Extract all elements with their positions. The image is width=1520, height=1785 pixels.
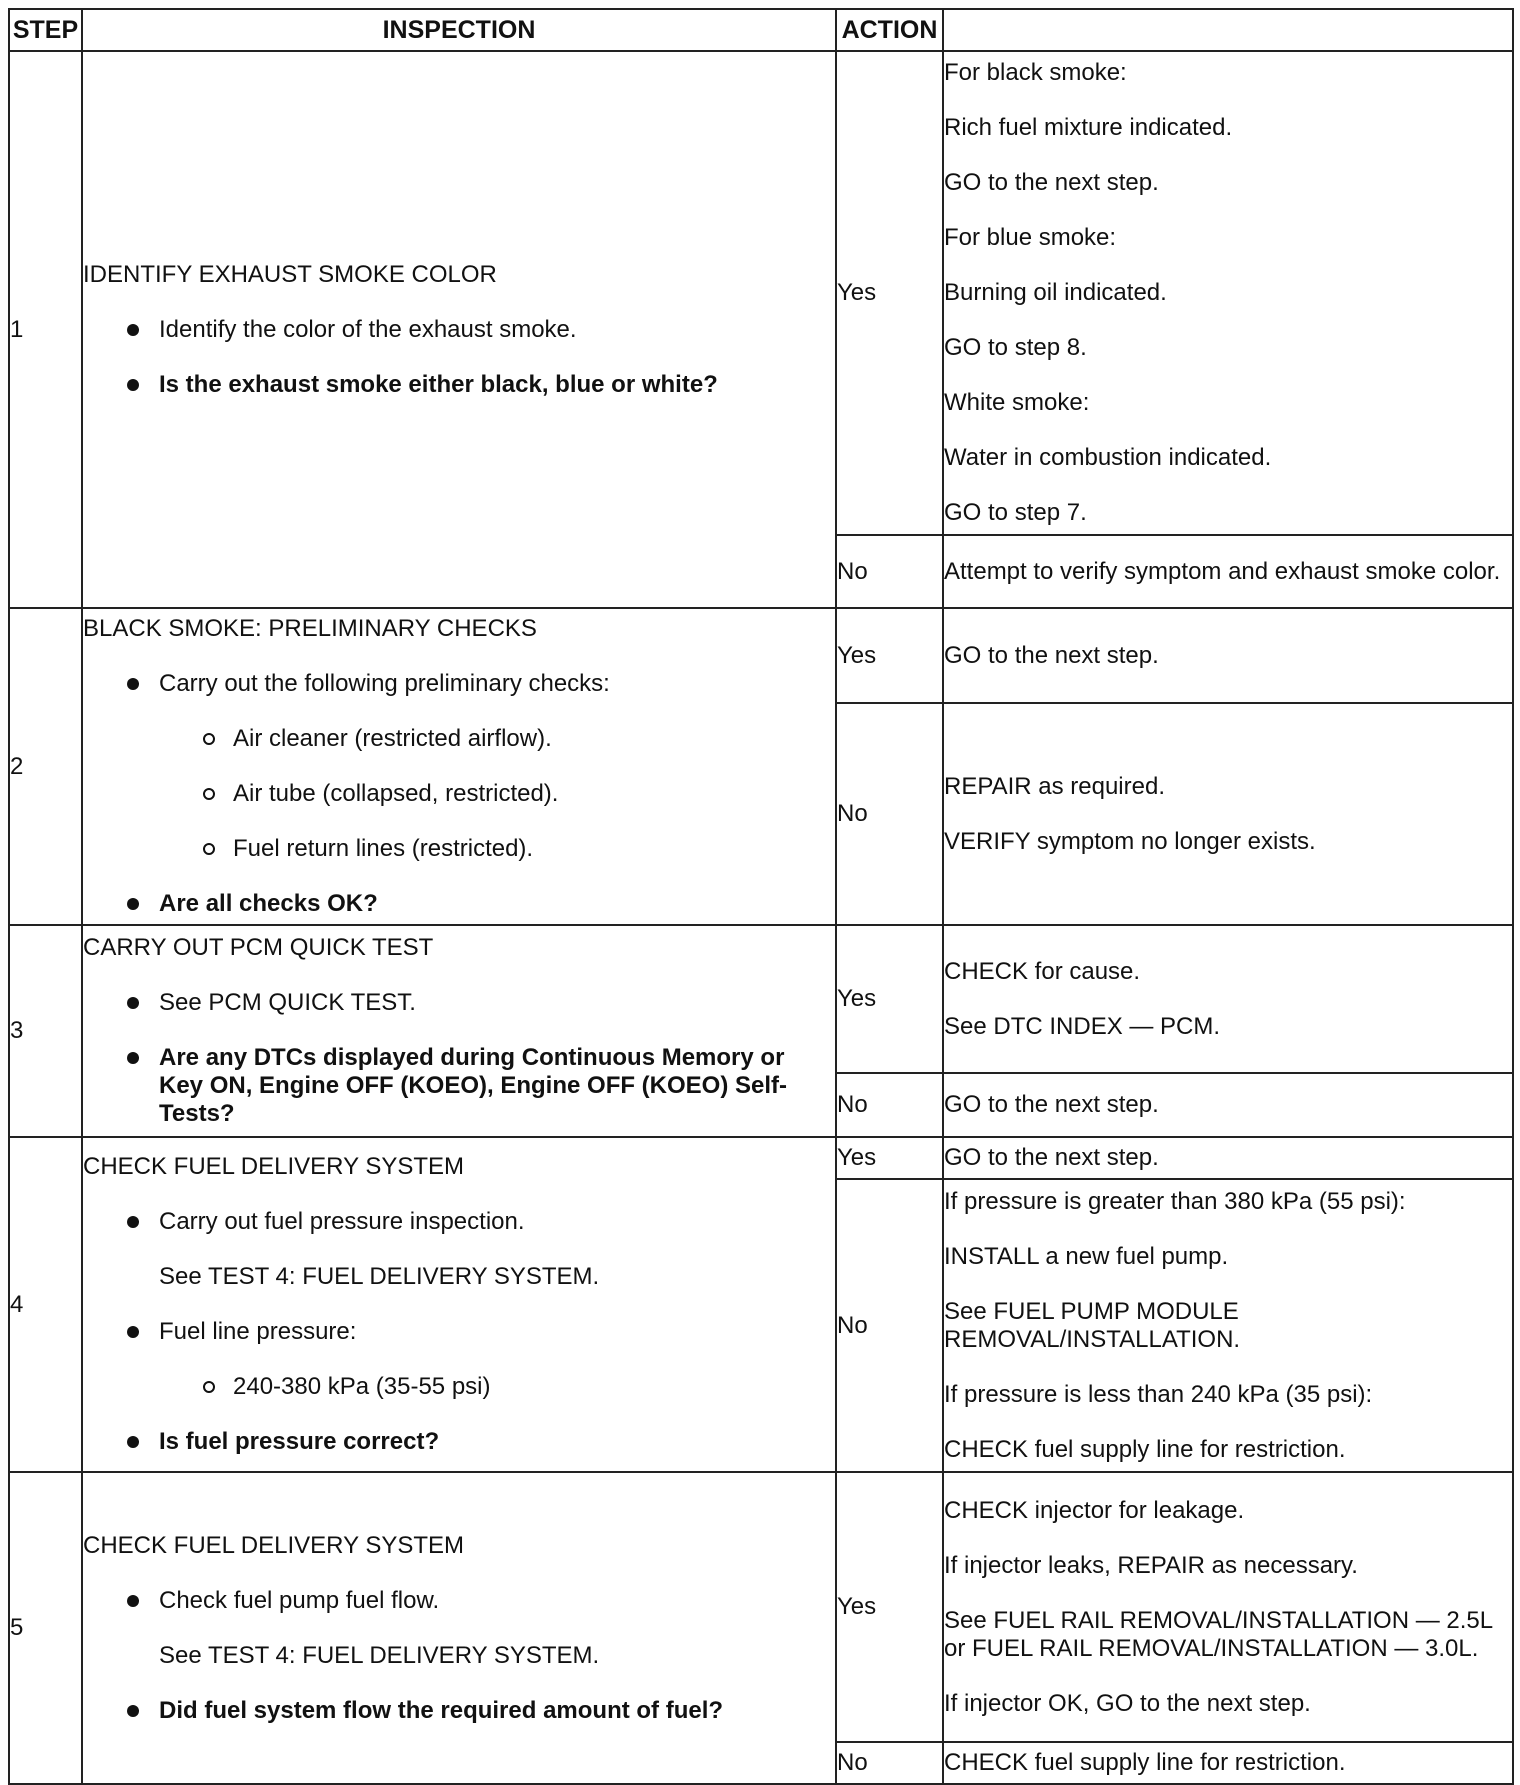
action-line: VERIFY symptom no longer exists. bbox=[944, 827, 1316, 855]
sub-bullet: 240-380 kPa (35-55 psi) bbox=[233, 1373, 835, 1401]
no-label: No bbox=[836, 535, 943, 608]
header-step: STEP bbox=[9, 9, 82, 51]
no-label: No bbox=[836, 1742, 943, 1784]
step-3-yes-row bbox=[9, 925, 1513, 1073]
header-result bbox=[943, 9, 1513, 51]
inspection-title: CHECK FUEL DELIVERY SYSTEM bbox=[83, 1153, 464, 1180]
yes-label: Yes bbox=[836, 925, 943, 1073]
inspection-list bbox=[83, 989, 835, 1128]
inspection-cell bbox=[82, 1472, 836, 1784]
action-line: GO to step 7. bbox=[944, 499, 1087, 526]
step-4-yes-row bbox=[9, 1137, 1513, 1179]
diagnostic-table bbox=[8, 8, 1514, 1785]
yes-label: Yes bbox=[836, 608, 943, 703]
sub-bullet: Fuel return lines (restricted). bbox=[233, 835, 835, 863]
inspection-title: BLACK SMOKE: PRELIMINARY CHECKS bbox=[83, 615, 537, 642]
header-row bbox=[9, 9, 1513, 51]
no-action bbox=[943, 535, 1513, 608]
action-line: If pressure is greater than 380 kPa (55 psi): bbox=[944, 1187, 1406, 1215]
inspection-bullet bbox=[159, 1318, 835, 1401]
inspection-note: See TEST 4: FUEL DELIVERY SYSTEM. bbox=[159, 1641, 600, 1669]
action-line: Burning oil indicated. bbox=[944, 279, 1167, 306]
no-label: No bbox=[836, 1179, 943, 1472]
inspection-bullet: Carry out fuel pressure inspection. bbox=[159, 1208, 835, 1236]
yes-action bbox=[943, 925, 1513, 1073]
inspection-list bbox=[83, 1208, 835, 1456]
inspection-note: See TEST 4: FUEL DELIVERY SYSTEM. bbox=[159, 1263, 600, 1290]
inspection-bullet: Check fuel pump fuel flow. bbox=[159, 1587, 835, 1615]
inspection-cell bbox=[82, 1137, 836, 1472]
action-line: GO to the next step. bbox=[944, 1091, 1159, 1118]
inspection-list bbox=[83, 1587, 835, 1725]
yes-label: Yes bbox=[836, 51, 943, 535]
action-line: CHECK injector for leakage. bbox=[944, 1496, 1245, 1524]
sub-list bbox=[159, 725, 835, 863]
action-line: White smoke: bbox=[944, 389, 1090, 416]
action-line: Water in combustion indicated. bbox=[944, 444, 1272, 471]
action-line: GO to the next step. bbox=[944, 169, 1159, 196]
yes-label: Yes bbox=[836, 1472, 943, 1742]
action-line: For black smoke: bbox=[944, 59, 1127, 86]
inspection-bullet: See PCM QUICK TEST. bbox=[159, 989, 835, 1017]
yes-action bbox=[943, 1137, 1513, 1179]
inspection-question: Are all checks OK? bbox=[159, 890, 835, 918]
inspection-bullet-text: Fuel line pressure: bbox=[159, 1318, 357, 1345]
no-action bbox=[943, 1742, 1513, 1784]
action-line: See FUEL RAIL REMOVAL/INSTALLATION — 2.5L or FUEL RAIL REMOVAL/INSTALLATION — 3.0L. bbox=[944, 1606, 1493, 1662]
action-line: REPAIR as required. bbox=[944, 772, 1165, 800]
action-line: INSTALL a new fuel pump. bbox=[944, 1242, 1229, 1270]
no-action bbox=[943, 1073, 1513, 1137]
inspection-list bbox=[83, 316, 835, 399]
inspection-cell bbox=[82, 925, 836, 1137]
action-line: For blue smoke: bbox=[944, 224, 1117, 251]
inspection-question: Are any DTCs displayed during Continuous Memory or Key ON, Engine OFF (KOEO), Engine OFF (KOEO) Self-Tests? bbox=[159, 1044, 835, 1128]
step-number: 2 bbox=[9, 608, 82, 925]
inspection-title: CHECK FUEL DELIVERY SYSTEM bbox=[83, 1531, 464, 1559]
inspection-bullet-text: Carry out the following preliminary checks: bbox=[159, 670, 610, 697]
action-line: GO to step 8. bbox=[944, 334, 1087, 361]
action-line: Attempt to verify symptom and exhaust smoke color. bbox=[944, 557, 1501, 585]
inspection-title: IDENTIFY EXHAUST SMOKE COLOR bbox=[83, 260, 497, 288]
action-line: If pressure is less than 240 kPa (35 psi): bbox=[944, 1380, 1373, 1408]
inspection-question: Is fuel pressure correct? bbox=[159, 1428, 835, 1456]
yes-action bbox=[943, 608, 1513, 703]
no-label: No bbox=[836, 703, 943, 925]
inspection-bullet: Identify the color of the exhaust smoke. bbox=[159, 316, 835, 344]
sub-bullet: Air cleaner (restricted airflow). bbox=[233, 725, 835, 753]
inspection-cell bbox=[82, 608, 836, 925]
action-line: If injector leaks, REPAIR as necessary. bbox=[944, 1551, 1358, 1579]
yes-action bbox=[943, 1472, 1513, 1742]
no-label: No bbox=[836, 1073, 943, 1137]
action-line: See FUEL PUMP MODULE REMOVAL/INSTALLATION. bbox=[944, 1297, 1241, 1353]
inspection-question: Is the exhaust smoke either black, blue or white? bbox=[159, 371, 835, 399]
step-2-yes-row bbox=[9, 608, 1513, 703]
no-action bbox=[943, 1179, 1513, 1472]
step-number: 3 bbox=[9, 925, 82, 1137]
header-action: ACTION bbox=[836, 9, 943, 51]
inspection-bullet bbox=[159, 670, 835, 863]
action-line: See DTC INDEX — PCM. bbox=[944, 1012, 1221, 1040]
sub-bullet: Air tube (collapsed, restricted). bbox=[233, 780, 835, 808]
yes-action bbox=[943, 51, 1513, 535]
action-line: GO to the next step. bbox=[944, 1144, 1159, 1171]
inspection-list bbox=[83, 670, 835, 918]
action-line: GO to the next step. bbox=[944, 641, 1159, 669]
sub-list bbox=[159, 1373, 835, 1401]
step-5-yes-row bbox=[9, 1472, 1513, 1742]
step-number: 4 bbox=[9, 1137, 82, 1472]
yes-label: Yes bbox=[836, 1137, 943, 1179]
step-number: 5 bbox=[9, 1472, 82, 1784]
no-action bbox=[943, 703, 1513, 925]
header-inspection: INSPECTION bbox=[82, 9, 836, 51]
inspection-question: Did fuel system flow the required amount of fuel? bbox=[159, 1697, 835, 1725]
inspection-title: CARRY OUT PCM QUICK TEST bbox=[83, 934, 434, 961]
action-line: Rich fuel mixture indicated. bbox=[944, 114, 1233, 141]
action-line: CHECK fuel supply line for restriction. bbox=[944, 1749, 1346, 1776]
action-line: If injector OK, GO to the next step. bbox=[944, 1689, 1311, 1717]
action-line: CHECK for cause. bbox=[944, 957, 1141, 985]
step-number: 1 bbox=[9, 51, 82, 608]
inspection-cell bbox=[82, 51, 836, 608]
step-1-yes-row bbox=[9, 51, 1513, 535]
action-line: CHECK fuel supply line for restriction. bbox=[944, 1435, 1346, 1463]
